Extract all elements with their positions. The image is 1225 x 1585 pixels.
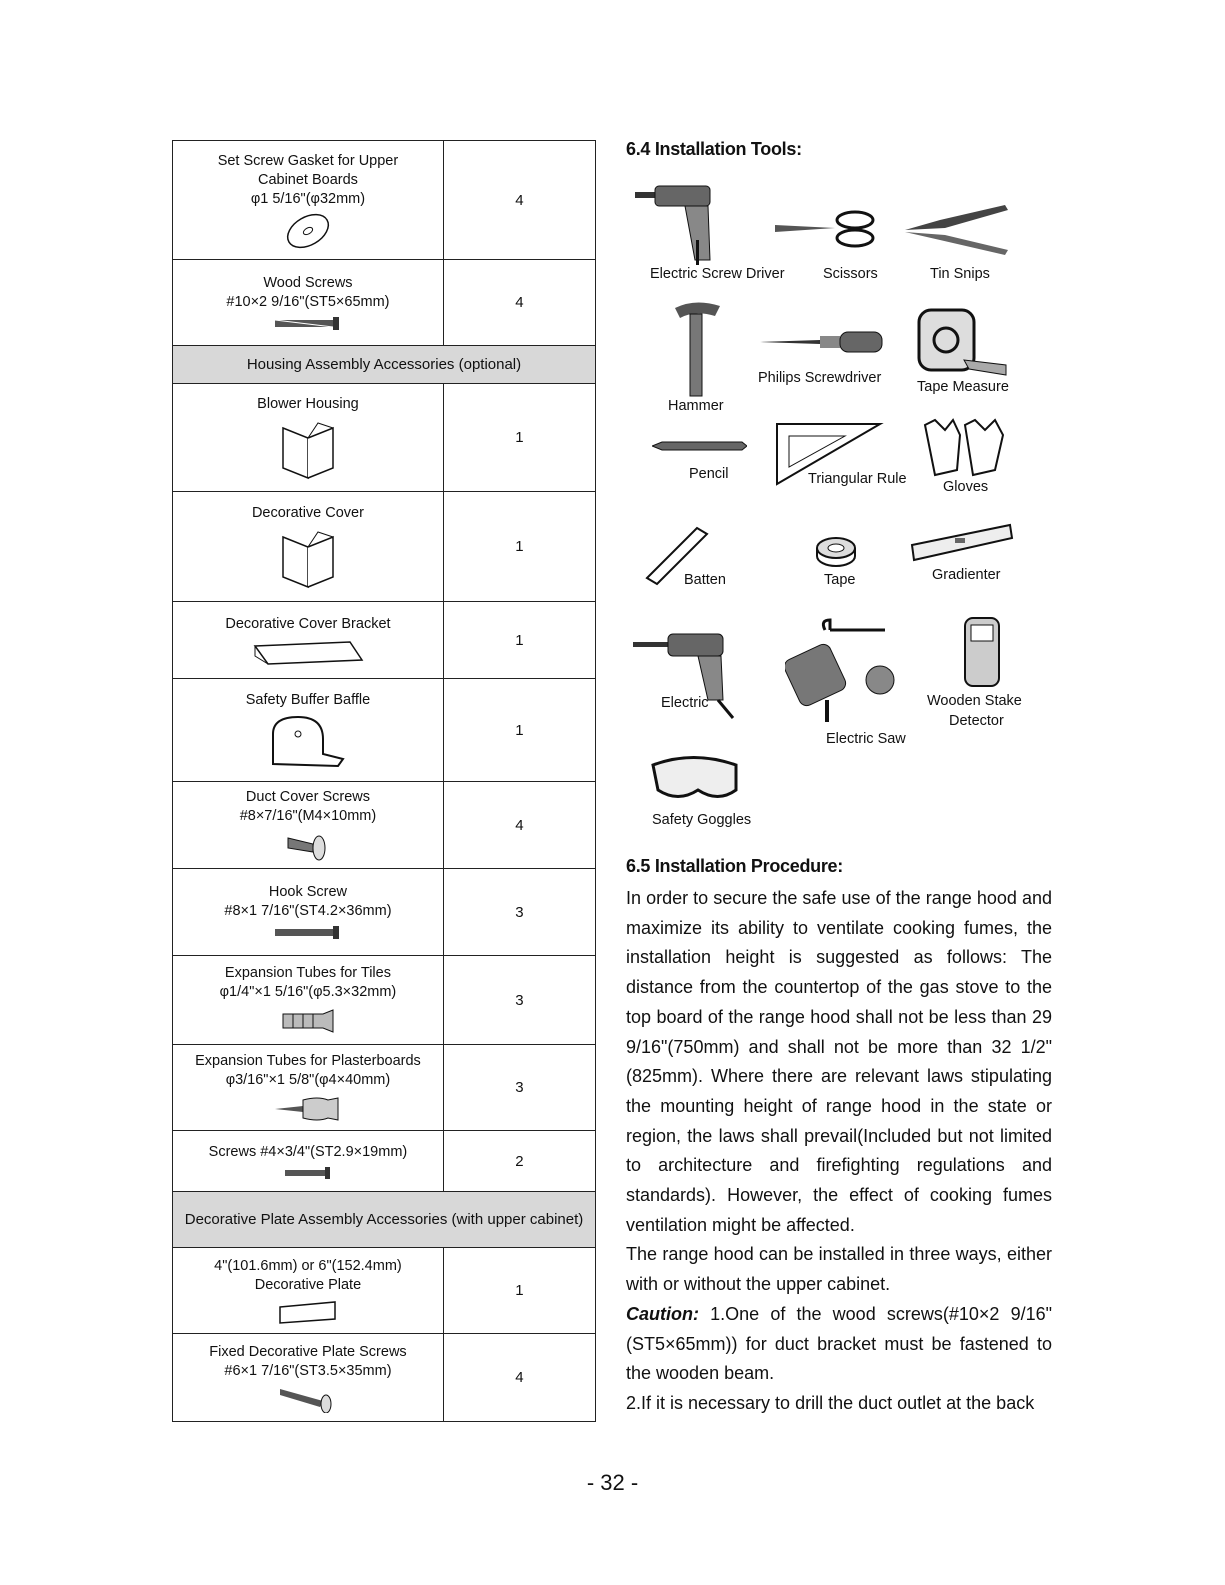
accessory-quantity: 1 <box>443 679 595 782</box>
batten-label: Batten <box>684 572 726 588</box>
tin-snips-icon <box>900 200 1012 255</box>
accessory-description <box>173 1334 444 1422</box>
plate-screw-icon <box>173 1385 443 1413</box>
hammer-label: Hammer <box>668 398 724 414</box>
accessory-name-line: φ3/16"×1 5/8"(φ4×40mm) <box>225 1071 391 1088</box>
procedure-paragraph-2: The range hood can be installed in three ways, either with or without the upper cabinet. <box>626 1244 1052 1295</box>
small-screw-icon <box>173 1166 443 1180</box>
accessory-row <box>173 384 596 492</box>
gradienter-label: Gradienter <box>932 567 1001 583</box>
philips-screwdriver-label: Philips Screwdriver <box>758 370 882 386</box>
accessory-row <box>173 260 596 346</box>
expansion-tube-icon <box>173 1006 443 1036</box>
accessory-row <box>173 602 596 679</box>
detector-label: Detector <box>949 713 1004 729</box>
decorative-plate-icon <box>173 1299 443 1325</box>
accessory-name-line: Decorative Cover <box>251 505 364 521</box>
accessory-name-line: φ1 5/16"(φ32mm) <box>250 190 366 207</box>
accessory-name-line: Duct Cover Screws <box>245 789 370 805</box>
accessory-name-line: Safety Buffer Baffle <box>245 692 371 708</box>
accessory-quantity: 1 <box>443 602 595 679</box>
accessory-quantity: 3 <box>443 869 595 956</box>
accessory-name-line: #10×2 9/16"(ST5×65mm) <box>226 293 390 310</box>
accessory-name-line: #8×1 7/16"(ST4.2×36mm) <box>224 903 392 919</box>
accessories-table <box>172 140 596 1422</box>
accessory-row <box>173 1248 596 1334</box>
blower-housing-icon <box>173 418 443 480</box>
electric-screw-driver-label: Electric Screw Driver <box>650 266 785 282</box>
safety-goggles-label: Safety Goggles <box>652 812 752 828</box>
accessory-name-line: 4"(101.6mm) or 6"(152.4mm) <box>214 1257 402 1274</box>
accessory-row <box>173 956 596 1045</box>
section-title: Decorative Plate Assembly Accessories (with upper cabinet) <box>173 1192 596 1248</box>
accessory-quantity: 4 <box>443 782 595 869</box>
plaster-anchor-icon <box>173 1094 443 1124</box>
accessory-name-line: Wood Screws <box>263 274 353 291</box>
accessory-quantity: 4 <box>443 1334 595 1422</box>
buffer-baffle-icon <box>173 714 443 769</box>
accessory-quantity: 1 <box>443 384 595 492</box>
accessory-name-line: Screws #4×3/4"(ST2.9×19mm) <box>208 1143 408 1160</box>
wooden-stake-detector-icon <box>962 615 1002 690</box>
accessory-name-line: Hook Screw <box>268 884 348 900</box>
gradienter-icon <box>910 520 1015 565</box>
gloves-icon <box>915 415 1010 480</box>
tools-heading: 6.4 Installation Tools: <box>626 139 802 159</box>
accessory-quantity: 3 <box>443 956 595 1045</box>
tape-roll-icon <box>815 536 857 568</box>
accessory-name-line: Expansion Tubes for Tiles <box>224 965 391 981</box>
accessory-row <box>173 141 596 260</box>
accessory-name-line: Set Screw Gasket for Upper <box>217 152 399 169</box>
accessory-row <box>173 1131 596 1192</box>
accessory-row <box>173 1045 596 1131</box>
accessory-description <box>173 869 444 956</box>
procedure-paragraph-1: In order to secure the safe use of the range hood and maximize its ability to ventilate cooking fumes, the installation height is suggested as follows: The distance from the countertop of the gas stove to the top board of the range hood shall not be less than 29 9/16"(750mm) and shall not be more than 32 1/2"(825mm). Where there are relevant laws stipulating the mounting height of range hood in the state or region, the laws shall prevail(Included but not limited to architecture and firefighting regulations and standards). However, the effect of cooking fumes ventilation might be affected. <box>626 888 1052 1235</box>
hammer-icon <box>670 298 725 398</box>
accessory-quantity: 1 <box>443 492 595 602</box>
tape-label: Tape <box>824 572 856 588</box>
accessory-description <box>173 1045 444 1131</box>
accessory-description <box>173 492 444 602</box>
accessory-description <box>173 602 444 679</box>
duct-screw-icon <box>173 830 443 862</box>
pencil-icon <box>652 440 747 452</box>
accessory-name-line: Expansion Tubes for Plasterboards <box>195 1052 421 1069</box>
wooden-stake-label: Wooden Stake <box>927 693 1022 709</box>
caution-paragraph <box>626 1300 1052 1389</box>
electric-saw-icon <box>785 615 915 725</box>
accessory-description <box>173 1131 444 1192</box>
section-row <box>173 1192 596 1248</box>
caution-label: Caution: <box>626 1303 699 1324</box>
hook-screw-icon <box>173 925 443 941</box>
accessory-quantity: 2 <box>443 1131 595 1192</box>
gloves-label: Gloves <box>943 479 989 495</box>
accessory-quantity: 1 <box>443 1248 595 1334</box>
accessory-description <box>173 1248 444 1334</box>
decorative-cover-icon <box>173 527 443 589</box>
accessory-description <box>173 384 444 492</box>
triangular-rule-label: Triangular Rule <box>808 471 907 487</box>
procedure-heading: 6.5 Installation Procedure: <box>626 856 843 876</box>
accessory-description <box>173 141 444 260</box>
electric-label: Electric <box>661 695 709 711</box>
safety-goggles-icon <box>648 755 743 805</box>
accessory-name-line: #8×7/16"(M4×10mm) <box>239 808 377 824</box>
accessory-name-line: φ1/4"×1 5/16"(φ5.3×32mm) <box>219 984 397 1000</box>
accessory-name-line: Decorative Plate <box>254 1276 362 1293</box>
page-number: - 32 - <box>586 1470 639 1495</box>
tin-snips-label: Tin Snips <box>930 266 990 282</box>
procedure-paragraph-3: 2.If it is necessary to drill the duct outlet at the back <box>626 1392 1035 1413</box>
accessory-description <box>173 782 444 869</box>
section-title: Housing Assembly Accessories (optional) <box>173 346 596 384</box>
accessory-description <box>173 679 444 782</box>
accessory-name-line: Decorative Cover Bracket <box>225 615 391 632</box>
accessory-row <box>173 782 596 869</box>
accessory-name-line: Blower Housing <box>257 396 359 412</box>
electric-saw-label: Electric Saw <box>826 731 906 747</box>
electric-screw-driver-icon <box>630 180 730 265</box>
cover-bracket-icon <box>173 638 443 666</box>
procedure-text <box>626 884 1052 1419</box>
accessory-name-line: Fixed Decorative Plate Screws <box>209 1343 407 1360</box>
gasket-icon <box>173 213 443 249</box>
caution-text: 1.One of the wood screws(#10×2 9/16"(ST5×65mm)) for duct bracket must be fastened to the wooden beam. <box>626 1303 1052 1384</box>
section-row <box>173 346 596 384</box>
accessory-quantity: 3 <box>443 1045 595 1131</box>
accessory-row <box>173 492 596 602</box>
accessory-description <box>173 956 444 1045</box>
pencil-label: Pencil <box>689 466 729 482</box>
scissors-label: Scissors <box>823 266 878 282</box>
accessory-name-line: #6×1 7/16"(ST3.5×35mm) <box>224 1362 392 1379</box>
accessory-quantity: 4 <box>443 141 595 260</box>
tape-measure-icon <box>914 305 1009 380</box>
scissors-icon <box>775 210 880 250</box>
accessory-quantity: 4 <box>443 260 595 346</box>
accessory-row <box>173 679 596 782</box>
accessory-row <box>173 869 596 956</box>
accessory-name-line: Cabinet Boards <box>257 171 358 188</box>
accessory-row <box>173 1334 596 1422</box>
wood-screw-icon <box>173 316 443 332</box>
tape-measure-label: Tape Measure <box>917 379 1009 395</box>
accessory-description <box>173 260 444 346</box>
philips-screwdriver-icon <box>760 330 885 355</box>
